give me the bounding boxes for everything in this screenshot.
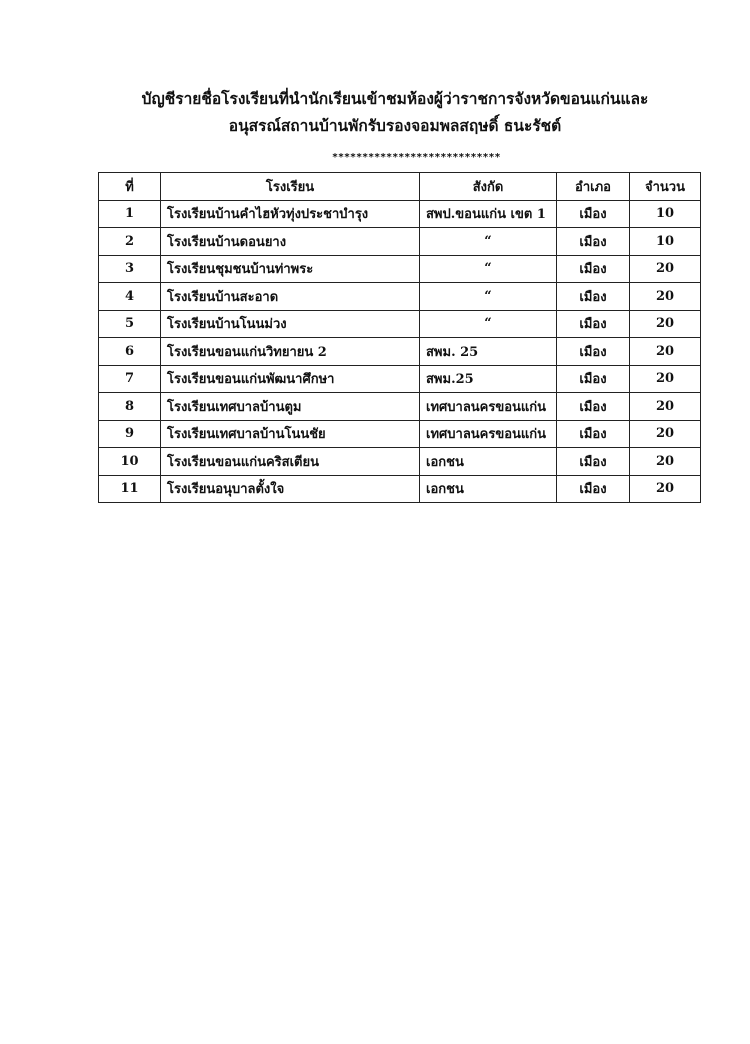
cell-affiliation: เทศบาลนครขอนแก่น xyxy=(420,393,557,421)
cell-count: 20 xyxy=(630,338,701,366)
cell-school: โรงเรียนบ้านสะอาด xyxy=(161,283,420,311)
header-affiliation: สังกัด xyxy=(420,173,557,201)
header-count: จำนวน xyxy=(630,173,701,201)
cell-affiliation: สพป.ขอนแก่น เขต 1 xyxy=(420,200,557,228)
cell-district: เมือง xyxy=(557,228,630,256)
cell-district: เมือง xyxy=(557,475,630,503)
cell-affiliation: “ xyxy=(420,228,557,256)
cell-school: โรงเรียนบ้านโนนม่วง xyxy=(161,310,420,338)
cell-no: 2 xyxy=(99,228,161,256)
table-row xyxy=(99,283,701,311)
table-row xyxy=(99,365,701,393)
cell-school: โรงเรียนบ้านคำไฮหัวทุ่งประชาบำรุง xyxy=(161,200,420,228)
cell-district: เมือง xyxy=(557,200,630,228)
table-row xyxy=(99,475,701,503)
cell-district: เมือง xyxy=(557,365,630,393)
cell-count: 20 xyxy=(630,420,701,448)
school-list-table xyxy=(98,172,701,503)
table-row xyxy=(99,420,701,448)
cell-no: 10 xyxy=(99,448,161,476)
cell-district: เมือง xyxy=(557,283,630,311)
table-row xyxy=(99,338,701,366)
cell-no: 9 xyxy=(99,420,161,448)
table-row xyxy=(99,393,701,421)
cell-district: เมือง xyxy=(557,338,630,366)
cell-school: โรงเรียนขอนแก่นวิทยายน 2 xyxy=(161,338,420,366)
cell-affiliation: “ xyxy=(420,283,557,311)
cell-count: 10 xyxy=(630,228,701,256)
cell-district: เมือง xyxy=(557,448,630,476)
cell-no: 4 xyxy=(99,283,161,311)
table-row xyxy=(99,228,701,256)
cell-count: 20 xyxy=(630,310,701,338)
cell-school: โรงเรียนชุมชนบ้านท่าพระ xyxy=(161,255,420,283)
table-row xyxy=(99,200,701,228)
document-title-line-2: อนุสรณ์สถานบ้านพักรับรองจอมพลสฤษดิ์ ธนะรัชต์ xyxy=(228,116,562,135)
cell-count: 20 xyxy=(630,283,701,311)
header-school: โรงเรียน xyxy=(161,173,420,201)
table-row xyxy=(99,255,701,283)
cell-affiliation: สพม. 25 xyxy=(420,338,557,366)
header-no: ที่ xyxy=(99,173,161,201)
table-header-row xyxy=(99,173,701,201)
cell-district: เมือง xyxy=(557,393,630,421)
header-district: อำเภอ xyxy=(557,173,630,201)
cell-count: 10 xyxy=(630,200,701,228)
cell-school: โรงเรียนอนุบาลตั้งใจ xyxy=(161,475,420,503)
cell-school: โรงเรียนขอนแก่นพัฒนาศึกษา xyxy=(161,365,420,393)
cell-school: โรงเรียนเทศบาลบ้านตูม xyxy=(161,393,420,421)
cell-no: 3 xyxy=(99,255,161,283)
document-title-line-1: บัญชีรายชื่อโรงเรียนที่นำนักเรียนเข้าชมห้องผู้ว่าราชการจังหวัดขอนแก่นและ xyxy=(141,89,649,108)
cell-affiliation: สพม.25 xyxy=(420,365,557,393)
cell-affiliation: “ xyxy=(420,255,557,283)
cell-count: 20 xyxy=(630,475,701,503)
cell-school: โรงเรียนเทศบาลบ้านโนนชัย xyxy=(161,420,420,448)
cell-count: 20 xyxy=(630,365,701,393)
cell-count: 20 xyxy=(630,448,701,476)
cell-count: 20 xyxy=(630,393,701,421)
cell-affiliation: เอกชน xyxy=(420,448,557,476)
cell-no: 6 xyxy=(99,338,161,366)
cell-count: 20 xyxy=(630,255,701,283)
cell-school: โรงเรียนบ้านดอนยาง xyxy=(161,228,420,256)
cell-no: 8 xyxy=(99,393,161,421)
cell-district: เมือง xyxy=(557,420,630,448)
cell-no: 7 xyxy=(99,365,161,393)
cell-no: 5 xyxy=(99,310,161,338)
cell-affiliation: เอกชน xyxy=(420,475,557,503)
cell-district: เมือง xyxy=(557,255,630,283)
table-row xyxy=(99,310,701,338)
cell-affiliation: “ xyxy=(420,310,557,338)
asterisk-separator: **************************** xyxy=(332,152,501,163)
cell-affiliation: เทศบาลนครขอนแก่น xyxy=(420,420,557,448)
cell-no: 11 xyxy=(99,475,161,503)
cell-district: เมือง xyxy=(557,310,630,338)
cell-no: 1 xyxy=(99,200,161,228)
table-row xyxy=(99,448,701,476)
cell-school: โรงเรียนขอนแก่นคริสเตียน xyxy=(161,448,420,476)
